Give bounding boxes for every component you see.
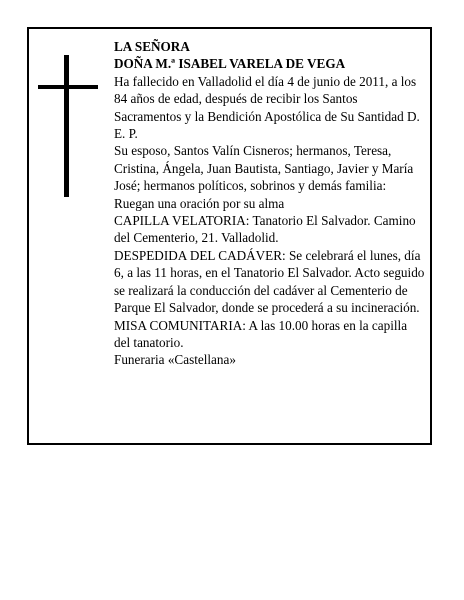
obituary-text [114, 38, 426, 369]
community-mass: MISA COMUNITARIA: A las 10.00 horas en la capilla del tanatorio. [114, 317, 408, 350]
farewell-details: DESPEDIDA DEL CADÁVER: Se celebrará el lunes, día 6, a las 11 horas, en el Tanatorio El Salvador. Acto seguido se realizará la conducción del cadáver al Cementerio de Parque El Salvador, donde se procederá a su incineración. [114, 247, 425, 316]
deceased-name: DOÑA M.ª ISABEL VARELA DE VEGA [114, 56, 346, 72]
notice-title: LA SEÑORA [114, 39, 190, 54]
funeral-home: Funeraria «Castellana» [114, 352, 236, 368]
family-list: Su esposo, Santos Valín Cisneros; hermanos, Teresa, Cristina, Ángela, Juan Bautista, Santiago, Javier y María José; hermanos políticos, sobrinos y demás familia: [114, 143, 414, 194]
cross-horizontal-bar [38, 85, 98, 89]
prayer-request: Ruegan una oración por su alma [114, 195, 285, 211]
cross-vertical-bar [64, 55, 69, 197]
death-announcement: Ha fallecido en Valladolid el día 4 de junio de 2011, a los 84 años de edad, después de recibir los Santos Sacramentos y la Bendición Apostólica de Su Santidad D. E. P. [114, 73, 420, 142]
wake-chapel: CAPILLA VELATORIA: Tanatorio El Salvador. Camino del Cementerio, 21. Valladolid. [114, 213, 416, 246]
cross-icon [38, 55, 98, 197]
